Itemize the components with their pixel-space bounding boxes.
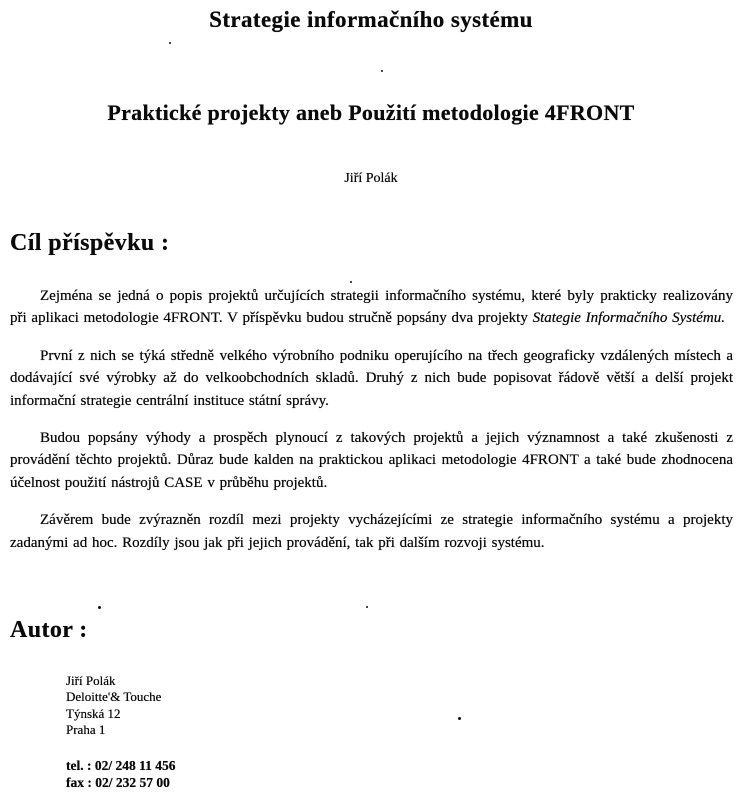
section-heading-author: Autor : xyxy=(10,617,88,643)
scan-artifact-dot xyxy=(350,281,352,283)
author-contact-block xyxy=(66,757,176,791)
address-line-company: Deloitte'& Touche xyxy=(66,689,162,705)
paragraph-2: První z nich se týká středně velkého výrobního podniku operujícího na třech geograficky vzdálených místech a dodávající své výrobky až do velkoobchodních skladů. Druhý z nich bude popisovat řádově větší a delší projekt informační strategie centrální instituce státní správy. xyxy=(10,347,733,409)
scan-artifact-dot xyxy=(458,717,461,720)
paragraph-3: Budou popsány výhody a prospěch plynoucí z takových projektů a jejich významnost a také zkušenosti z provádění těchto projektů. Důraz bude kalden na praktickou aplikaci metodologie 4FRONT a také bude zhodnocena účelnost použití nástrojů CASE v průběhu projektů. xyxy=(10,430,733,491)
paragraph-1-emphasis: Stategie Informačního Systému. xyxy=(532,310,725,327)
section-heading-goal: Cíl příspěvku : xyxy=(10,230,170,256)
paragraph-4: Závěrem bude zvýrazněn rozdíl mezi projekty vycházejícími ze strategie informačního systému a projekty zadanými ad hoc. Rozdíly jsou jak při jejich provádění, tak při dalším rozvoji systému. xyxy=(10,512,733,551)
page-title: Strategie informačního systému xyxy=(209,7,533,32)
scan-artifact-dot xyxy=(98,606,101,609)
paragraph-1 xyxy=(10,285,733,330)
author-address-block xyxy=(66,673,161,739)
contact-line-fax: fax : 02/ 232 57 00 xyxy=(66,775,170,791)
scan-artifact-dot xyxy=(381,70,383,72)
page-subtitle: Praktické projekty aneb Použití metodologie 4FRONT xyxy=(107,100,635,125)
goal-section-body xyxy=(10,285,733,569)
scan-artifact-dot xyxy=(366,606,368,608)
author-byline: Jiří Polák xyxy=(344,171,398,186)
scan-artifact-dot xyxy=(169,42,171,44)
contact-line-tel: tel. : 02/ 248 11 456 xyxy=(66,758,176,773)
address-line-city: Praha 1 xyxy=(66,722,106,738)
paragraph-1-text: Zejména se jedná o popis projektů určujících strategii informačního systému, které byly prakticky realizovány při aplikaci metodologie 4FRONT. V příspěvku budou stručně popsány dva projekty xyxy=(10,288,733,327)
address-line-street: Týnská 12 xyxy=(66,705,121,721)
address-line-name: Jiří Polák xyxy=(66,673,116,688)
